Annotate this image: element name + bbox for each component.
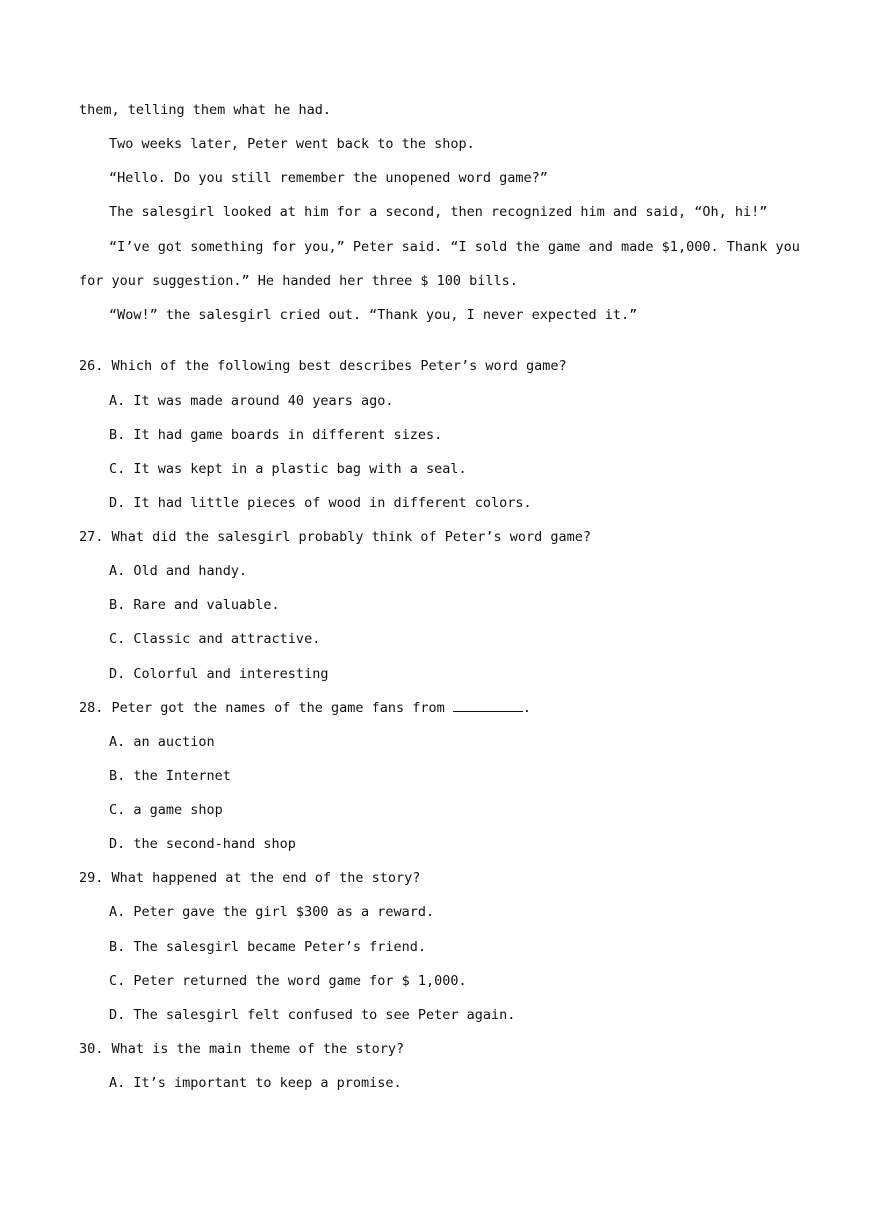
passage-line-6: for your suggestion.” He handed her three $ 100 bills. xyxy=(79,273,518,289)
question-27-option-a: A. Old and handy. xyxy=(109,563,248,579)
question-28-stem-text: 28. Peter got the names of the game fans from xyxy=(79,700,453,716)
question-28-option-b: B. the Internet xyxy=(109,768,231,784)
question-27-stem: 27. What did the salesgirl probably think of Peter’s word game? xyxy=(79,529,592,545)
question-30-option-a: A. It’s important to keep a promise. xyxy=(109,1075,402,1091)
question-28-option-d: D. the second-hand shop xyxy=(109,836,296,852)
question-29-option-a: A. Peter gave the girl $300 as a reward. xyxy=(109,904,435,920)
passage-line-5: “I’ve got something for you,” Peter said. “I sold the game and made $1,000. Thank you xyxy=(109,239,800,255)
passage-line-1: them, telling them what he had. xyxy=(79,102,331,118)
question-27-option-c: C. Classic and attractive. xyxy=(109,631,321,647)
question-28-option-c: C. a game shop xyxy=(109,802,223,818)
question-26-option-a: A. It was made around 40 years ago. xyxy=(109,393,394,409)
question-29-option-c: C. Peter returned the word game for $ 1,000. xyxy=(109,973,467,989)
passage-line-3: “Hello. Do you still remember the unopened word game?” xyxy=(109,170,548,186)
question-26-option-b: B. It had game boards in different sizes. xyxy=(109,427,443,443)
question-26-option-d: D. It had little pieces of wood in different colors. xyxy=(109,495,532,511)
question-28-stem xyxy=(79,699,531,717)
question-28-option-a: A. an auction xyxy=(109,734,215,750)
question-27-option-b: B. Rare and valuable. xyxy=(109,597,280,613)
question-26-option-c: C. It was kept in a plastic bag with a seal. xyxy=(109,461,467,477)
question-29-option-d: D. The salesgirl felt confused to see Peter again. xyxy=(109,1007,516,1023)
question-27-option-d: D. Colorful and interesting xyxy=(109,666,329,682)
passage-line-2: Two weeks later, Peter went back to the shop. xyxy=(109,136,475,152)
question-26-stem: 26. Which of the following best describes Peter’s word game? xyxy=(79,358,567,374)
passage-line-4: The salesgirl looked at him for a second, then recognized him and said, “Oh, hi!” xyxy=(109,204,768,220)
question-29-stem: 29. What happened at the end of the story? xyxy=(79,870,421,886)
question-29-option-b: B. The salesgirl became Peter’s friend. xyxy=(109,939,426,955)
answer-blank xyxy=(453,699,523,712)
question-30-stem: 30. What is the main theme of the story? xyxy=(79,1041,405,1057)
question-28-stem-end: . xyxy=(522,700,532,716)
passage-line-7: “Wow!” the salesgirl cried out. “Thank you, I never expected it.” xyxy=(109,307,638,323)
